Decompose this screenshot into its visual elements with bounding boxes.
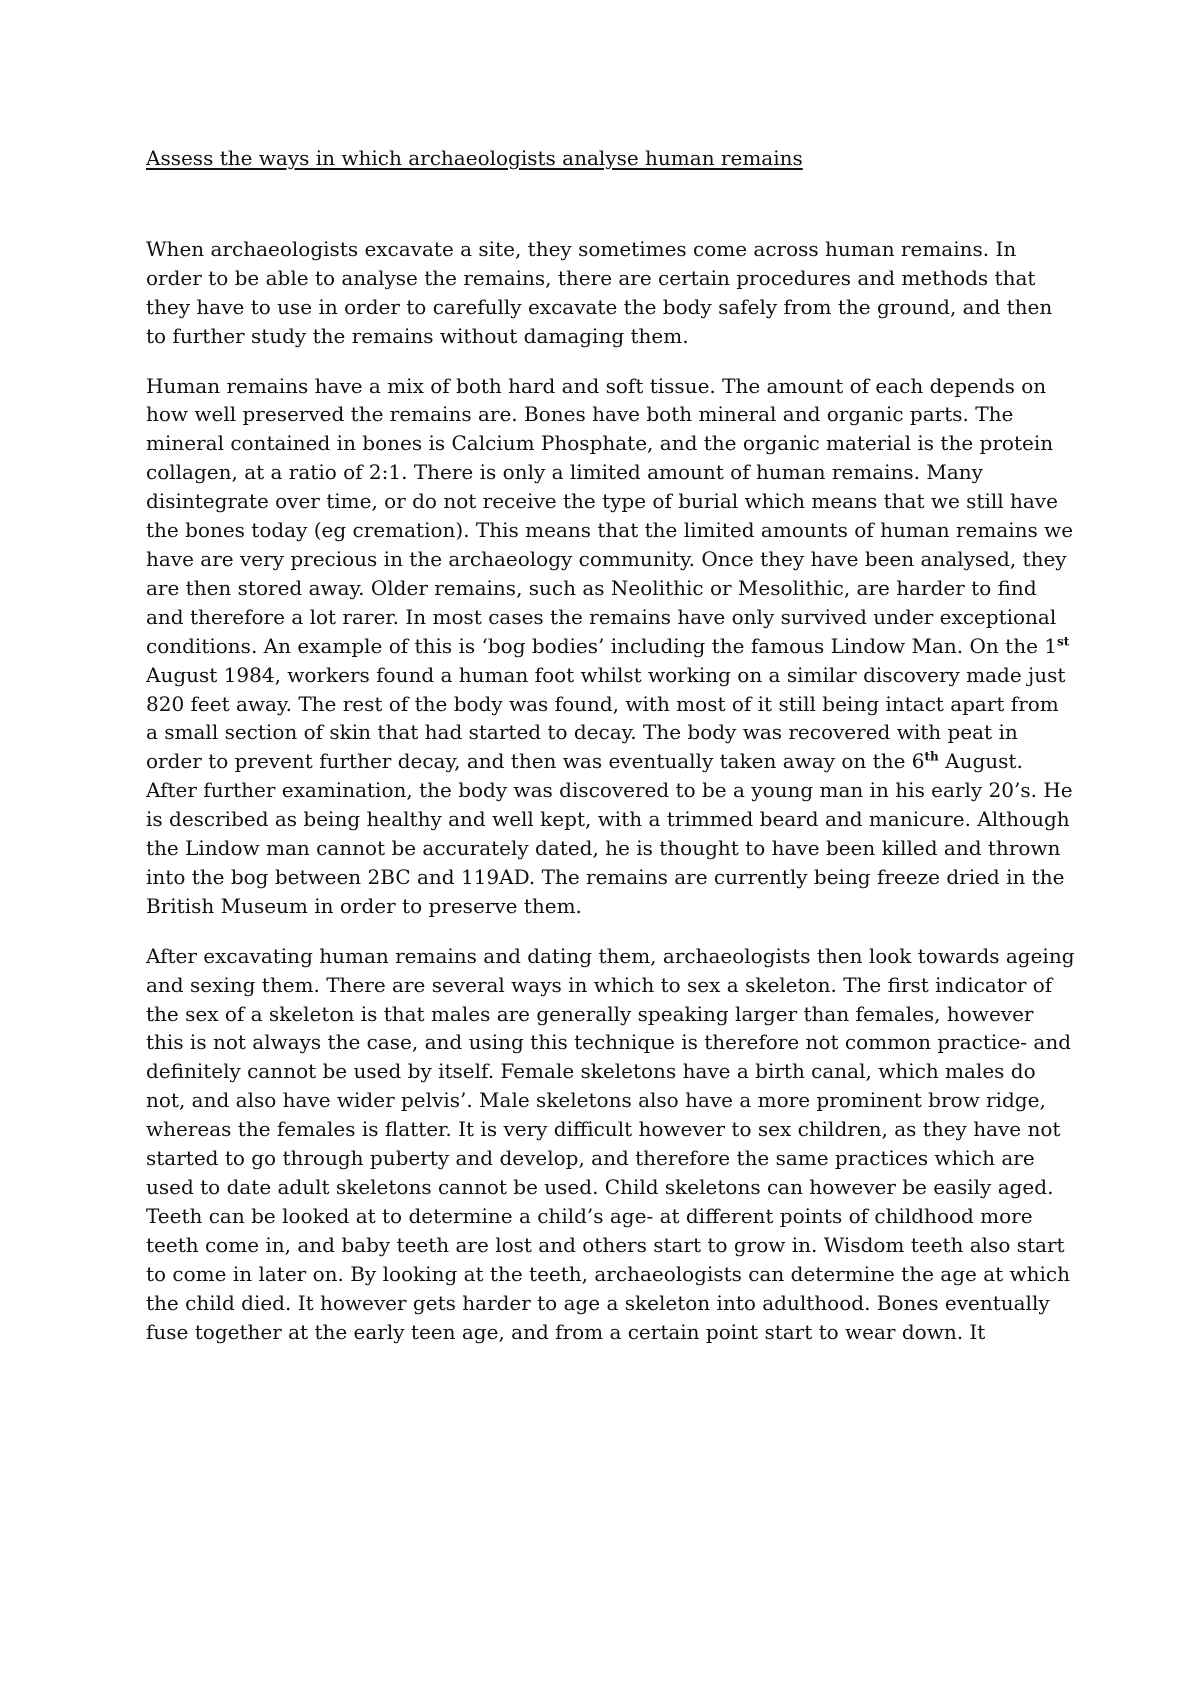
paragraph-human-remains xyxy=(146,372,1076,921)
paragraph-text: August. After further examination, the body was discovered to be a young man in his early 20’s. He is described as being healthy and well kept, with a trimmed beard and manicure. Although the Lindow man cannot be accurately dated, he is thought to have been killed and thrown into the bog between 2BC and 119AD. The remains are currently being freeze dried in the British Museum in order to preserve them. xyxy=(146,749,1073,918)
document-body xyxy=(146,144,1076,1367)
ordinal-suffix: th xyxy=(924,749,939,764)
ordinal-suffix: st xyxy=(1057,634,1070,649)
paragraph-ageing-sexing: After excavating human remains and dating them, archaeologists then look towards ageing and sexing them. There are several ways in which to sex a skeleton. The first indicator of the sex of a skeleton is that males are generally speaking larger than females, however this is not always the case, and using this technique is therefore not common practice- and definitely cannot be used by itself. Female skeletons have a birth canal, which males do not, and also have wider pelvis’. Male skeletons also have a more prominent brow ridge, whereas the females is flatter. It is very difficult however to sex children, as they have not started to go through puberty and develop, and therefore the same practices which are used to date adult skeletons cannot be used. Child skeletons can however be easily aged. Teeth can be looked at to determine a child’s age- at different points of childhood more teeth come in, and baby teeth are lost and others start to grow in. Wisdom teeth also start to come in later on. By looking at the teeth, archaeologists can determine the age at which the child died. It however gets harder to age a skeleton into adulthood. Bones eventually fuse together at the early teen age, and from a certain point start to wear down. It xyxy=(146,943,1075,1344)
paragraph-intro: When archaeologists excavate a site, they sometimes come across human remains. In order to be able to analyse the remains, there are certain procedures and methods that they have to use in order to carefully excavate the body safely from the ground, and then to further study the remains without damaging them. xyxy=(146,236,1053,348)
paragraph-text: August 1984, workers found a human foot whilst working on a similar discovery made just 820 feet away. The rest of the body was found, with most of it still being intact apart from a small section of skin that had started to decay. The body was recovered with peat in order to prevent further decay, and then was eventually taken away on the 6 xyxy=(146,662,1066,774)
document-title: Assess the ways in which archaeologists analyse human remains xyxy=(146,146,803,170)
paragraph-text: Human remains have a mix of both hard and soft tissue. The amount of each depends on how well preserved the remains are. Bones have both mineral and organic parts. The mineral contained in bones is Calcium Phosphate, and the organic material is the protein collagen, at a ratio of 2:1. There is only a limited amount of human remains. Many disintegrate over time, or do not receive the type of burial which means that we still have the bones today (eg cremation). This means that the limited amounts of human remains we have are very precious in the archaeology community. Once they have been analysed, they are then stored away. Older remains, such as Neolithic or Mesolithic, are harder to find and therefore a lot rarer. In most cases the remains have only survived under exceptional conditions. An example of this is ‘bog bodies’ including the famous Lindow Man. On the 1 xyxy=(146,373,1074,658)
